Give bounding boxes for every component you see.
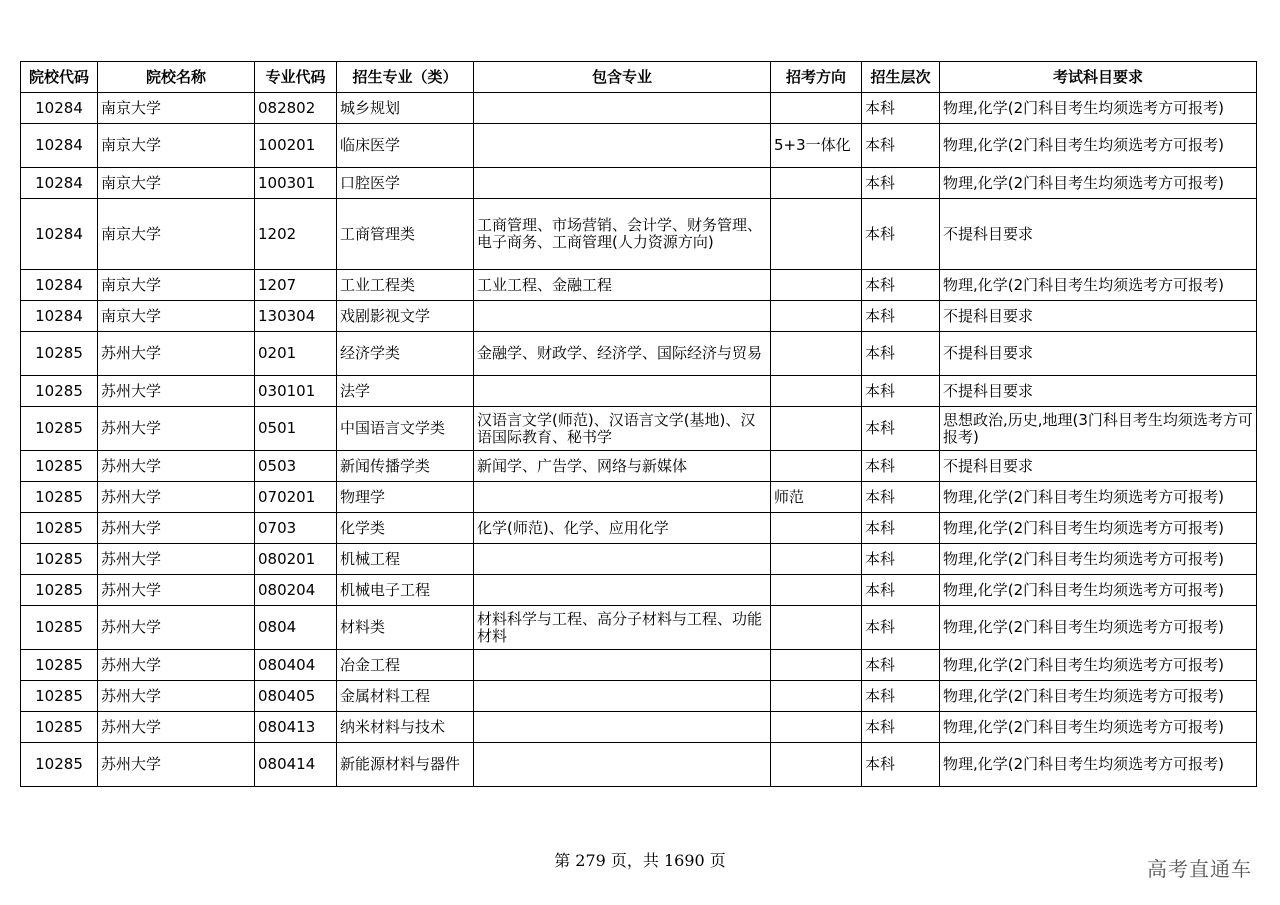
table-row (21, 407, 1257, 451)
table-row (21, 332, 1257, 376)
table-cell (474, 376, 771, 407)
table-cell: 本科 (862, 93, 940, 124)
table-row (21, 482, 1257, 513)
table-body (21, 93, 1257, 787)
admission-table (20, 61, 1257, 787)
table-cell (474, 93, 771, 124)
table-cell: 10285 (21, 513, 98, 544)
table-cell: 经济学类 (337, 332, 474, 376)
table-cell: 物理,化学(2门科目考生均须选考方可报考) (940, 270, 1257, 301)
table-cell: 冶金工程 (337, 650, 474, 681)
table-cell: 本科 (862, 575, 940, 606)
table-cell: 本科 (862, 712, 940, 743)
table-cell: 法学 (337, 376, 474, 407)
table-cell: 口腔医学 (337, 168, 474, 199)
table-cell (771, 650, 862, 681)
table-cell: 金融学、财政学、经济学、国际经济与贸易 (474, 332, 771, 376)
table-cell: 苏州大学 (98, 451, 255, 482)
table-cell: 新闻传播学类 (337, 451, 474, 482)
table-cell: 苏州大学 (98, 575, 255, 606)
table-cell: 本科 (862, 332, 940, 376)
table-cell: 物理,化学(2门科目考生均须选考方可报考) (940, 681, 1257, 712)
table-cell (474, 301, 771, 332)
table-cell: 苏州大学 (98, 712, 255, 743)
table-row (21, 124, 1257, 168)
table-cell: 工业工程类 (337, 270, 474, 301)
table-cell: 苏州大学 (98, 650, 255, 681)
table-row (21, 168, 1257, 199)
table-cell: 130304 (255, 301, 337, 332)
table-cell: 物理,化学(2门科目考生均须选考方可报考) (940, 743, 1257, 787)
column-header: 招生层次 (862, 62, 940, 93)
table-cell: 10285 (21, 606, 98, 650)
table-cell (474, 482, 771, 513)
table-cell: 南京大学 (98, 199, 255, 270)
table-cell: 中国语言文学类 (337, 407, 474, 451)
page-footer: 第 279 页，共 1690 页 (554, 851, 726, 870)
table-cell: 本科 (862, 482, 940, 513)
table-cell: 082802 (255, 93, 337, 124)
column-header: 包含专业 (474, 62, 771, 93)
table-cell (771, 332, 862, 376)
table-cell: 材料类 (337, 606, 474, 650)
table-cell: 思想政治,历史,地理(3门科目考生均须选考方可报考) (940, 407, 1257, 451)
table-cell: 城乡规划 (337, 93, 474, 124)
table-cell: 本科 (862, 301, 940, 332)
table-row (21, 451, 1257, 482)
table-cell: 10285 (21, 451, 98, 482)
column-header: 考试科目要求 (940, 62, 1257, 93)
table-cell: 物理,化学(2门科目考生均须选考方可报考) (940, 606, 1257, 650)
table-row (21, 681, 1257, 712)
table-row (21, 575, 1257, 606)
table-cell (474, 124, 771, 168)
table-cell: 10285 (21, 712, 98, 743)
table-cell: 10284 (21, 270, 98, 301)
table-cell: 南京大学 (98, 270, 255, 301)
table-cell: 物理,化学(2门科目考生均须选考方可报考) (940, 575, 1257, 606)
table-cell: 070201 (255, 482, 337, 513)
table-cell: 10285 (21, 681, 98, 712)
table-cell (474, 575, 771, 606)
table-row (21, 712, 1257, 743)
table-cell: 10284 (21, 199, 98, 270)
table-cell: 苏州大学 (98, 681, 255, 712)
table-cell: 本科 (862, 681, 940, 712)
table-cell: 金属材料工程 (337, 681, 474, 712)
table-cell: 5+3一体化 (771, 124, 862, 168)
table-cell: 材料科学与工程、高分子材料与工程、功能材料 (474, 606, 771, 650)
column-header: 招生专业（类） (337, 62, 474, 93)
table-cell (474, 544, 771, 575)
table-cell (771, 544, 862, 575)
table-cell: 戏剧影视文学 (337, 301, 474, 332)
table-row (21, 199, 1257, 270)
table-cell (474, 712, 771, 743)
header-row (21, 62, 1257, 93)
table-cell: 临床医学 (337, 124, 474, 168)
table-cell: 本科 (862, 606, 940, 650)
table-cell: 1207 (255, 270, 337, 301)
table-cell: 080413 (255, 712, 337, 743)
table-cell: 纳米材料与技术 (337, 712, 474, 743)
table-cell: 100201 (255, 124, 337, 168)
table-cell: 物理,化学(2门科目考生均须选考方可报考) (940, 168, 1257, 199)
table-cell: 不提科目要求 (940, 332, 1257, 376)
table-row (21, 650, 1257, 681)
table-cell (771, 301, 862, 332)
table-cell (771, 407, 862, 451)
table-row (21, 743, 1257, 787)
table-cell: 物理,化学(2门科目考生均须选考方可报考) (940, 650, 1257, 681)
table-cell: 苏州大学 (98, 513, 255, 544)
table-cell: 10284 (21, 301, 98, 332)
table-cell: 100301 (255, 168, 337, 199)
table-cell: 师范 (771, 482, 862, 513)
table-row (21, 270, 1257, 301)
table-cell: 080404 (255, 650, 337, 681)
table-cell: 0703 (255, 513, 337, 544)
table-cell (771, 513, 862, 544)
table-cell: 苏州大学 (98, 743, 255, 787)
column-header: 院校代码 (21, 62, 98, 93)
table-cell (771, 168, 862, 199)
table-cell (474, 743, 771, 787)
table-cell (771, 451, 862, 482)
table-cell: 苏州大学 (98, 332, 255, 376)
table-cell: 10285 (21, 544, 98, 575)
table-cell: 本科 (862, 650, 940, 681)
table-cell: 10284 (21, 168, 98, 199)
table-cell: 10285 (21, 407, 98, 451)
table-cell: 080405 (255, 681, 337, 712)
table-cell: 物理,化学(2门科目考生均须选考方可报考) (940, 712, 1257, 743)
table-cell (771, 376, 862, 407)
table-cell: 本科 (862, 407, 940, 451)
table-cell: 物理,化学(2门科目考生均须选考方可报考) (940, 124, 1257, 168)
table-cell: 10285 (21, 332, 98, 376)
table-cell: 本科 (862, 270, 940, 301)
table-cell: 10285 (21, 743, 98, 787)
column-header: 院校名称 (98, 62, 255, 93)
table-cell: 本科 (862, 451, 940, 482)
table-cell (771, 681, 862, 712)
table-cell: 080414 (255, 743, 337, 787)
table-cell: 苏州大学 (98, 482, 255, 513)
table-cell: 机械工程 (337, 544, 474, 575)
table-cell: 新能源材料与器件 (337, 743, 474, 787)
table-cell: 10284 (21, 93, 98, 124)
table-cell: 苏州大学 (98, 606, 255, 650)
table-cell (771, 199, 862, 270)
watermark-text: 高考直通车 (1147, 857, 1252, 881)
table-cell: 工业工程、金融工程 (474, 270, 771, 301)
table-cell: 本科 (862, 376, 940, 407)
table-cell: 0201 (255, 332, 337, 376)
table-cell: 080204 (255, 575, 337, 606)
table-row (21, 513, 1257, 544)
table-cell: 南京大学 (98, 301, 255, 332)
table-row (21, 301, 1257, 332)
table-cell (474, 168, 771, 199)
table-cell: 080201 (255, 544, 337, 575)
table-cell: 本科 (862, 544, 940, 575)
table-cell: 0804 (255, 606, 337, 650)
table-cell (771, 743, 862, 787)
table-cell: 工商管理类 (337, 199, 474, 270)
table-row (21, 544, 1257, 575)
table-cell: 本科 (862, 168, 940, 199)
table-cell: 不提科目要求 (940, 451, 1257, 482)
table-cell: 苏州大学 (98, 544, 255, 575)
table-cell: 10285 (21, 376, 98, 407)
table-cell (771, 270, 862, 301)
table-cell: 本科 (862, 513, 940, 544)
table-cell: 机械电子工程 (337, 575, 474, 606)
table-cell: 工商管理、市场营销、会计学、财务管理、电子商务、工商管理(人力资源方向) (474, 199, 771, 270)
table-cell: 本科 (862, 124, 940, 168)
table-cell: 不提科目要求 (940, 376, 1257, 407)
table-cell: 1202 (255, 199, 337, 270)
table-row (21, 376, 1257, 407)
table-cell: 10285 (21, 575, 98, 606)
table-cell: 南京大学 (98, 168, 255, 199)
table-cell: 物理,化学(2门科目考生均须选考方可报考) (940, 544, 1257, 575)
table-cell: 苏州大学 (98, 376, 255, 407)
table-cell: 汉语言文学(师范)、汉语言文学(基地)、汉语国际教育、秘书学 (474, 407, 771, 451)
table-cell: 南京大学 (98, 124, 255, 168)
table-cell: 10284 (21, 124, 98, 168)
column-header: 招考方向 (771, 62, 862, 93)
table-cell: 10285 (21, 650, 98, 681)
column-header: 专业代码 (255, 62, 337, 93)
table-cell: 物理,化学(2门科目考生均须选考方可报考) (940, 513, 1257, 544)
table-cell (771, 93, 862, 124)
table-cell: 南京大学 (98, 93, 255, 124)
table-cell: 10285 (21, 482, 98, 513)
table-cell (474, 681, 771, 712)
table-cell (771, 606, 862, 650)
table-cell: 本科 (862, 199, 940, 270)
table-cell (474, 650, 771, 681)
table-cell (771, 575, 862, 606)
table-cell: 不提科目要求 (940, 301, 1257, 332)
table-cell: 不提科目要求 (940, 199, 1257, 270)
table-cell: 新闻学、广告学、网络与新媒体 (474, 451, 771, 482)
table-cell: 苏州大学 (98, 407, 255, 451)
table-cell: 0501 (255, 407, 337, 451)
table-cell: 0503 (255, 451, 337, 482)
table-cell: 物理,化学(2门科目考生均须选考方可报考) (940, 482, 1257, 513)
table-cell: 本科 (862, 743, 940, 787)
table-row (21, 93, 1257, 124)
table-cell: 030101 (255, 376, 337, 407)
table-cell: 化学类 (337, 513, 474, 544)
table-row (21, 606, 1257, 650)
table-cell: 物理学 (337, 482, 474, 513)
table-cell (771, 712, 862, 743)
table-cell: 物理,化学(2门科目考生均须选考方可报考) (940, 93, 1257, 124)
table-cell: 化学(师范)、化学、应用化学 (474, 513, 771, 544)
